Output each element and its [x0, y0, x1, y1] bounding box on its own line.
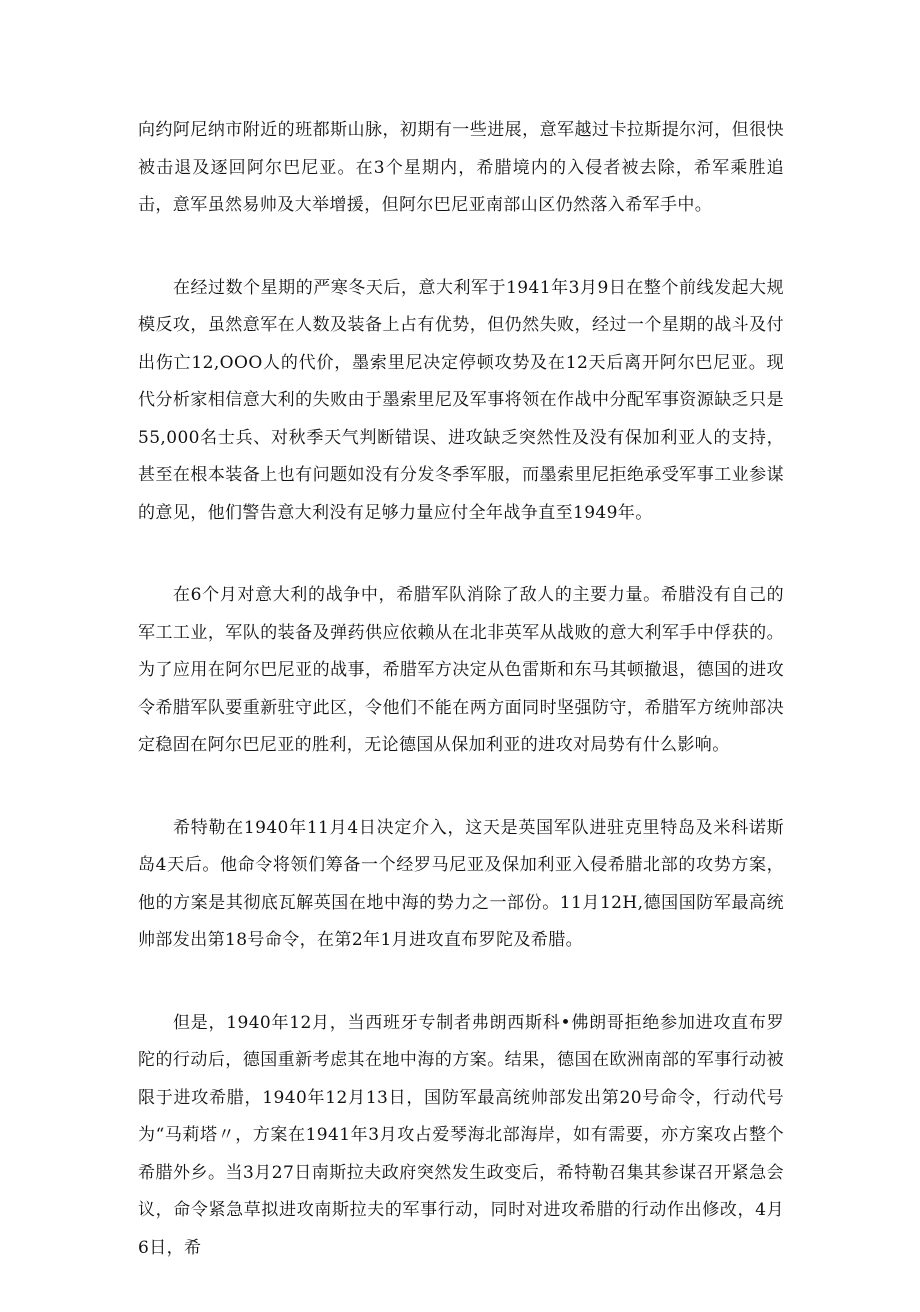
paragraph-4: 希特勒在1940年11月4日决定介入，这天是英国军队进驻克里特岛及米科诺斯岛4天后。他命令将领们筹备一个经罗马尼亚及保加利亚入侵希腊北部的攻势方案，他的方案是其彻底瓦解英国在地中海的势力之一部份。11月12H,德国国防军最高统帅部发出第18号命令，在第2年1月进攻直布罗陀及希腊。: [138, 817, 784, 950]
paragraph-1: 向约阿尼纳市附近的班都斯山脉，初期有一些进展，意军越过卡拉斯提尔河，但很快被击退及逐回阿尔巴尼亚。在3个星期内，希腊境内的入侵者被去除，希军乘胜追击，意军虽然易帅及大举增援，但阿尔巴尼亚南部山区仍然落入希军手中。: [138, 120, 784, 215]
paragraph-5: 但是，1940年12月，当西班牙专制者弗朗西斯科•佛朗哥拒绝参加进攻直布罗陀的行动后，德国重新考虑其在地中海的方案。结果，德国在欧洲南部的军事行动被限于进攻希腊，1940年12月13日，国防军最高统帅部发出第20号命令，行动代号为“马莉塔〃，方案在1941年3月攻占爱琴海北部海岸，如有需要，亦方案攻占整个希腊外乡。当3月27日南斯拉夫政府突然发生政变后，希特勒召集其参谋召开紧急会议，命令紧急草拟进攻南斯拉夫的军事行动，同时对进攻希腊的行动作出修改，4月6日，希: [138, 1012, 784, 1258]
document-body: [138, 112, 784, 1312]
paragraph-2: 在经过数个星期的严寒冬天后，意大利军于1941年3月9日在整个前线发起大规模反攻，虽然意军在人数及装备上占有优势，但仍然失败，经过一个星期的战斗及付出伤亡12,OOO人的代价，墨索里尼决定停顿攻势及在12天后离开阿尔巴尼亚。现代分析家相信意大利的失败由于墨索里尼及军事将领在作战中分配军事资源缺乏只是55,000名士兵、对秋季天气判断错误、进攻缺乏突然性及没有保加利亚人的支持，甚至在根本装备上也有问题如没有分发冬季军服，而墨索里尼拒绝承受军事工业参谋的意见，他们警告意大利没有足够力量应付全年战争直至1949年。: [138, 277, 784, 523]
paragraph-3: 在6个月对意大利的战争中，希腊军队消除了敌人的主要力量。希腊没有自己的军工工业，军队的装备及弹药供应依赖从在北非英军从战败的意大利军手中俘获的。为了应用在阿尔巴尼亚的战事，希腊军方决定从色雷斯和东马其顿撤退，德国的进攻令希腊军队要重新驻守此区，令他们不能在两方面同时坚强防守，希腊军方统帅部决定稳固在阿尔巴尼亚的胜利，无论德国从保加利亚的进攻对局势有什么影响。: [138, 585, 784, 755]
